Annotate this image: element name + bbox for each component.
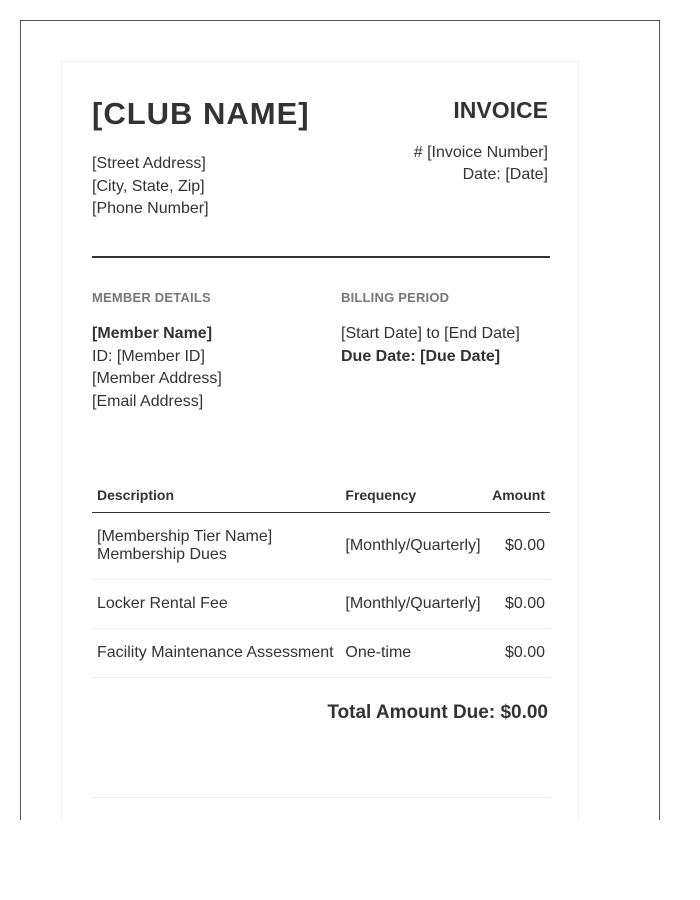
table-header-row (92, 486, 550, 513)
billing-period-heading: BILLING PERIOD (341, 290, 450, 305)
club-address (92, 153, 209, 221)
table-row (92, 629, 550, 678)
club-city-state-zip: [City, State, Zip] (92, 177, 205, 195)
row-frequency: [Monthly/Quarterly] (340, 513, 486, 580)
club-phone-number: [Phone Number] (92, 200, 209, 217)
invoice-meta (414, 142, 548, 186)
table-row (92, 580, 550, 629)
row-frequency: [Monthly/Quarterly] (340, 580, 486, 629)
club-street-address: [Street Address] (92, 155, 206, 172)
row-description: Facility Maintenance Assessment (92, 629, 340, 678)
invoice-document (61, 61, 579, 821)
row-amount: $0.00 (487, 513, 550, 580)
invoice-date: Date: [Date] (462, 166, 548, 183)
member-name: [Member Name] (92, 325, 213, 342)
billing-period (341, 323, 520, 368)
row-amount: $0.00 (487, 629, 550, 678)
row-frequency: One-time (340, 629, 486, 678)
member-details-heading: MEMBER DETAILS (92, 290, 211, 305)
membership-dues-label: Membership Dues (97, 546, 227, 563)
invoice-number: # [Invoice Number] (413, 144, 548, 161)
club-name: [CLUB NAME] (92, 96, 310, 131)
invoice-title: INVOICE (453, 97, 548, 123)
billing-period-range: [Start Date] to [End Date] (341, 325, 520, 342)
amount-column-header: Amount (487, 486, 550, 513)
line-items-table (92, 486, 550, 678)
member-id: ID: [Member ID] (92, 347, 205, 365)
membership-tier-name: [Membership Tier Name] (97, 528, 273, 545)
row-description: Locker Rental Fee (92, 580, 340, 629)
row-amount: $0.00 (487, 580, 550, 629)
footer-divider (92, 797, 550, 798)
description-column-header: Description (92, 486, 340, 513)
member-details (92, 323, 222, 413)
member-address: [Member Address] (92, 370, 222, 387)
row-description (92, 513, 340, 580)
header-divider (92, 256, 550, 258)
total-amount-due: Total Amount Due: $0.00 (327, 702, 548, 723)
billing-due-date: Due Date: [Due Date] (341, 347, 501, 365)
frequency-column-header: Frequency (340, 486, 486, 513)
table-row (92, 513, 550, 580)
member-email: [Email Address] (92, 392, 204, 410)
